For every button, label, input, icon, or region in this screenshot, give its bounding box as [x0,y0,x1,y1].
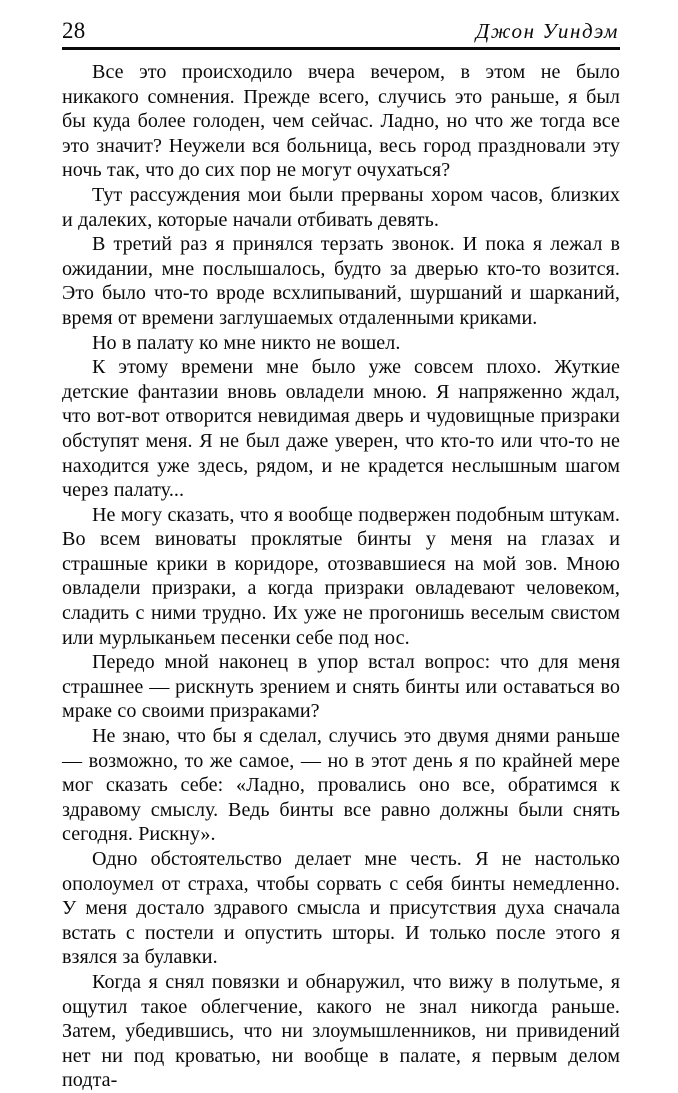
paragraph: Не знаю, что бы я сделал, случись это двумя днями раньше — возможно, то же самое, — но в этот день я по крайней мере мог сказать себе: «Ладно, провались оно все, обратимся к здравому смыслу. Ведь бинты все равно должны были снять сегодня. Рискну». [62,725,620,846]
paragraph: В третий раз я принялся терзать звонок. И пока я лежал в ожидании, мне послышалось, будто за дверью кто-то возится. Это было что-то вроде всхлипываний, шуршаний и шарканий, время от времени заглушаемых отдаленными криками. [62,233,620,329]
page-number: 28 [62,18,86,43]
body-text [62,60,620,1093]
paragraph: Все это происходило вчера вечером, в этом не было никакого сомнения. Прежде всего, случись это раньше, я был бы куда более голоден, чем сейчас. Ладно, но что же тогда все это значит? Неужели вся больница, весь город праздновали эту ночь так, что до сих пор не могут очухаться? [62,61,620,182]
paragraph: Не могу сказать, что я вообще подвержен подобным штукам. Во всем виноваты проклятые бинты у меня на глазах и страшные крики в коридоре, отозвавшиеся на мой зов. Мною овладели призраки, а когда призраки овладевают человеком, сладить с ними трудно. Их уже не прогонишь веселым свистом или мурлыканьем песенки себе под нос. [62,503,620,649]
header-rule [62,47,620,50]
running-head-author: Джон Уиндэм [475,19,619,43]
paragraph: Одно обстоятельство делает мне честь. Я не настолько ополоумел от страха, чтобы сорвать с себя бинты немедленно. У меня достало здравого смысла и присутствия духа сначала встать с постели и опустить шторы. И только после этого я взялся за булавки. [62,848,620,969]
paragraph: Передо мной наконец в упор встал вопрос: что для меня страшнее — рискнуть зрением и снять бинты или оставаться во мраке со своими призраками? [62,651,620,723]
paragraph: Когда я снял повязки и обнаружил, что вижу в полутьме, я ощутил такое облегчение, какого не знал никогда раньше. Затем, убедившись, что ни злоумышленников, ни привидений нет ни под кроватью, ни вообще в палате, я первым делом подта- [62,970,620,1092]
running-head [62,14,620,44]
paragraph: К этому времени мне было уже совсем плохо. Жуткие детские фантазии вновь овладели мною. Я напряженно ждал, что вот-вот отворится невидимая дверь и чудовищные призраки обступят меня. Я не был даже уверен, что кто-то или что-то не находится уже здесь, рядом, и не крадется неслышным шагом через палату... [62,356,620,502]
paragraph: Но в палату ко мне никто не вошел. [92,331,401,354]
paragraph: Тут рассуждения мои были прерваны хором часов, близких и далеких, которые начали отбивать девять. [62,183,620,231]
